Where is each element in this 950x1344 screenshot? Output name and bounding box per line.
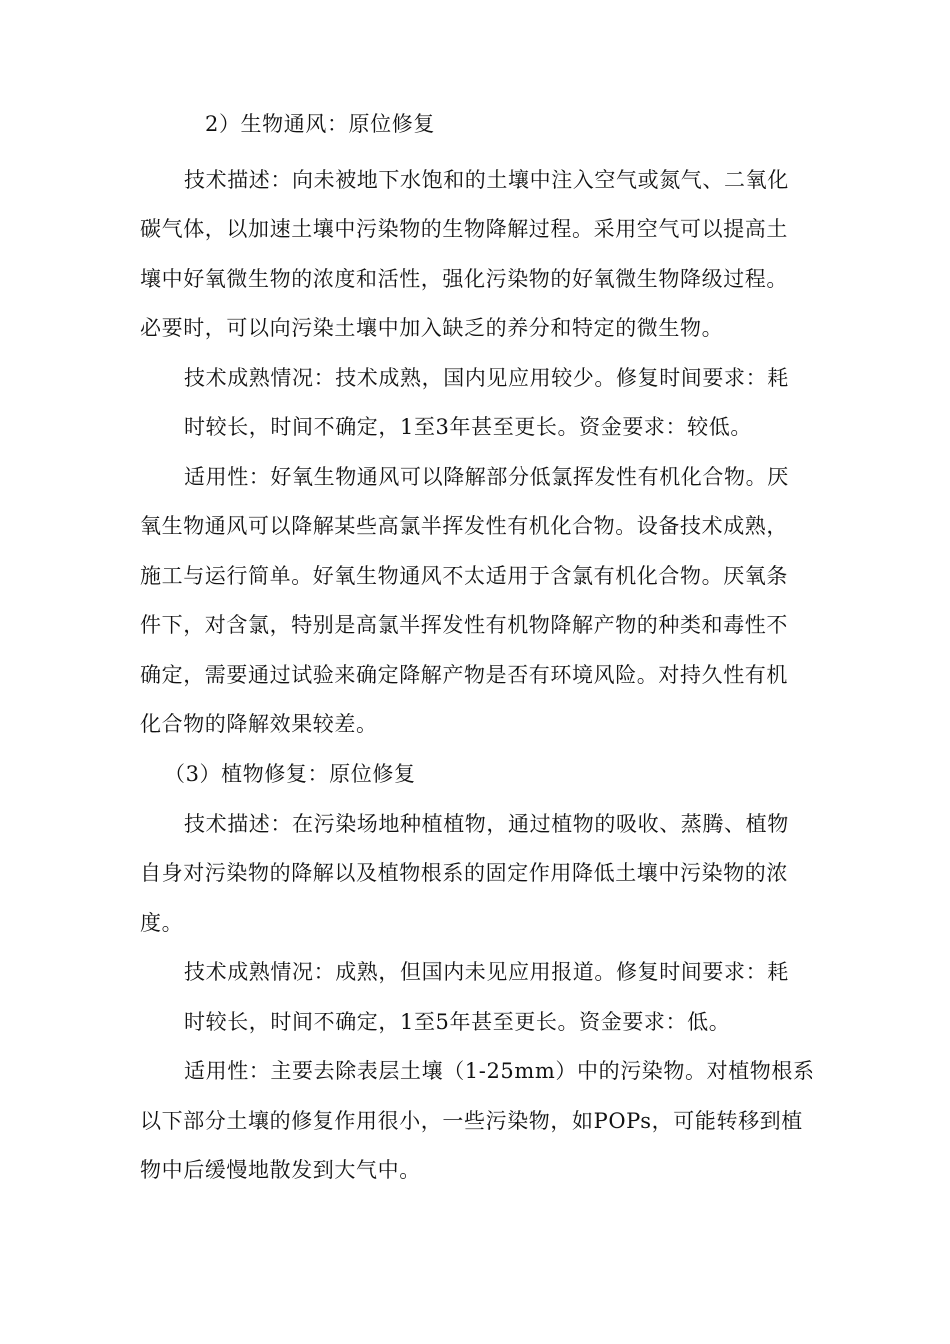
paragraph-line: 技术成熟情况：成熟，但国内未见应用报道。修复时间要求：耗 xyxy=(184,960,789,984)
paragraph-line: 适用性：好氧生物通风可以降解部分低氯挥发性有机化合物。厌 xyxy=(184,465,789,489)
paragraph-line: 化合物的降解效果较差。 xyxy=(140,712,378,736)
paragraph-line: 以下部分土壤的修复作用很小，一些污染物，如POPs，可能转移到植 xyxy=(140,1109,803,1133)
paragraph-line: 物中后缓慢地散发到大气中。 xyxy=(140,1158,421,1182)
paragraph-line: 必要时，可以向污染土壤中加入缺乏的养分和特定的微生物。 xyxy=(140,316,724,340)
paragraph-line: 确定，需要通过试验来确定降解产物是否有环境风险。对持久性有机 xyxy=(140,663,788,687)
paragraph-line: 碳气体，以加速土壤中污染物的生物降解过程。采用空气可以提高土 xyxy=(140,217,788,241)
paragraph-line: 自身对污染物的降解以及植物根系的固定作用降低土壤中污染物的浓 xyxy=(140,861,788,885)
paragraph-line: 壤中好氧微生物的浓度和活性，强化污染物的好氧微生物降级过程。 xyxy=(140,267,788,291)
paragraph-line: 技术成熟情况：技术成熟，国内见应用较少。修复时间要求：耗 xyxy=(184,366,789,390)
paragraph-line: 度。 xyxy=(140,911,184,935)
paragraph-line: 施工与运行简单。好氧生物通风不太适用于含氯有机化合物。厌氧条 xyxy=(140,564,788,588)
section-heading-bioventing: 2）生物通风：原位修复 xyxy=(205,112,435,136)
paragraph-line: 技术描述：向未被地下水饱和的土壤中注入空气或氮气、二氧化 xyxy=(184,168,789,192)
paragraph-line: 时较长，时间不确定，1至3年甚至更长。资金要求：较低。 xyxy=(184,415,752,439)
paragraph-line: 适用性：主要去除表层土壤（1-25mm）中的污染物。对植物根系 xyxy=(184,1059,815,1083)
paragraph-line: 件下，对含氯，特别是高氯半挥发性有机物降解产物的种类和毒性不 xyxy=(140,613,788,637)
paragraph-line: 氧生物通风可以降解某些高氯半挥发性有机化合物。设备技术成熟， xyxy=(140,514,788,538)
paragraph-line: 技术描述：在污染场地种植植物，通过植物的吸收、蒸腾、植物 xyxy=(184,812,789,836)
paragraph-line: 时较长，时间不确定，1至5年甚至更长。资金要求：低。 xyxy=(184,1010,731,1034)
section-heading-phytoremediation: （3）植物修复：原位修复 xyxy=(164,762,416,786)
